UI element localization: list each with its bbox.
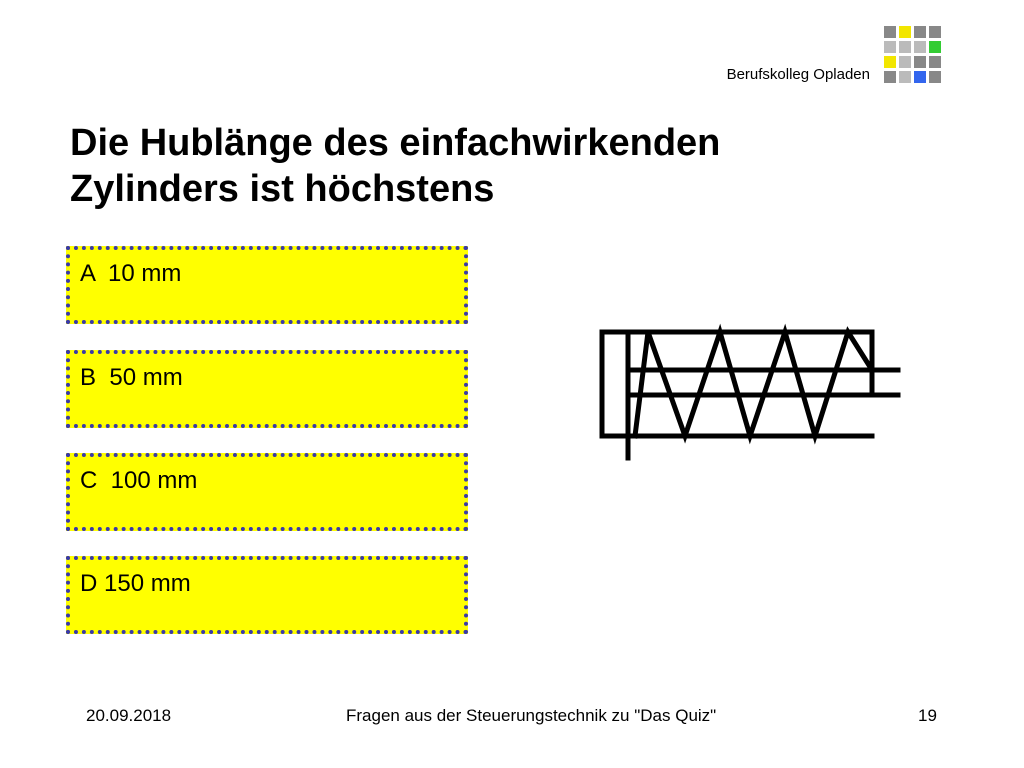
logo-cell (884, 26, 896, 38)
answer-option-c-label: C 100 mm (80, 467, 198, 494)
slide-title: Die Hublänge des einfachwirkenden Zylinders ist höchstens (70, 122, 721, 210)
footer-date: 20.09.2018 (86, 706, 172, 725)
logo-cell (899, 41, 911, 53)
logo-cell (914, 56, 926, 68)
logo-cell (899, 71, 911, 83)
footer-text: Fragen aus der Steuerungstechnik zu "Das Quiz" (346, 706, 717, 725)
logo-cell (914, 71, 926, 83)
answer-option-a[interactable] (66, 246, 468, 324)
logo-cell (899, 56, 911, 68)
answer-option-a-label: A 10 mm (80, 260, 182, 287)
spring-zigzag (635, 332, 872, 436)
logo-cell (929, 41, 941, 53)
logo-cell (929, 26, 941, 38)
logo-cell (884, 41, 896, 53)
page-number: 19 (918, 706, 937, 725)
school-logo (884, 26, 942, 84)
logo-cell (899, 26, 911, 38)
logo-cell (929, 71, 941, 83)
logo-cell (914, 41, 926, 53)
answer-option-b-label: B 50 mm (80, 364, 183, 391)
logo-cell (884, 71, 896, 83)
logo-cell (884, 56, 896, 68)
school-name: Berufskolleg Opladen (726, 66, 870, 83)
answer-option-c[interactable] (66, 453, 468, 531)
answer-option-b[interactable] (66, 350, 468, 428)
logo-cell (914, 26, 926, 38)
logo-cell (929, 56, 941, 68)
answer-option-d-label: D 150 mm (80, 570, 191, 597)
single-acting-cylinder-icon (590, 318, 910, 468)
answer-option-d[interactable] (66, 556, 468, 634)
